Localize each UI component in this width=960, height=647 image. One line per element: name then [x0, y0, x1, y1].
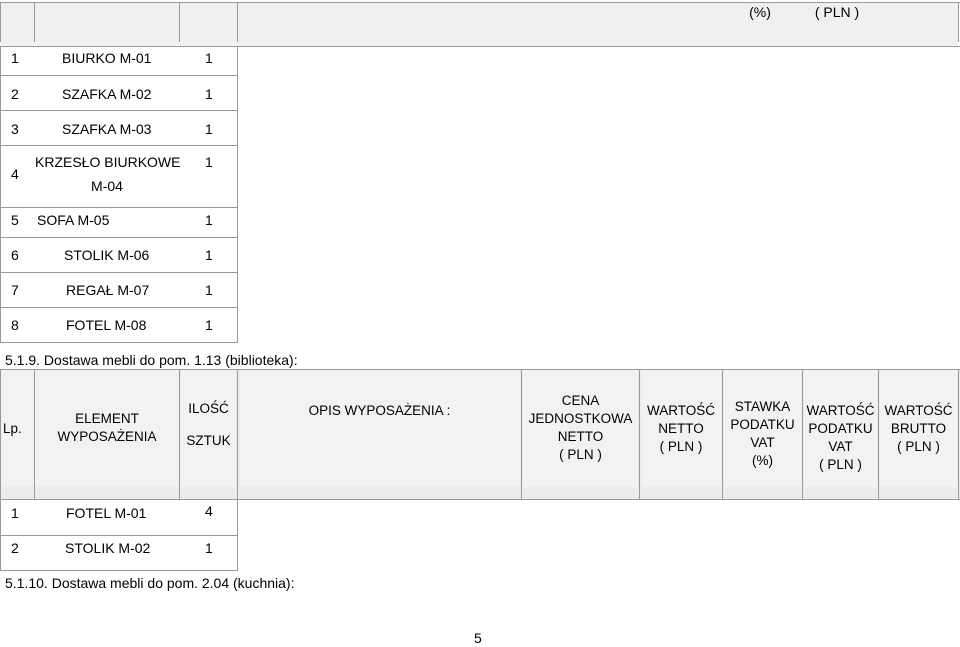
header-vat-rate: STAWKA	[734, 399, 791, 414]
row-qty: 1	[205, 282, 213, 298]
row-lp: 5	[11, 212, 19, 228]
row-qty: 1	[205, 317, 213, 333]
header-vat-value-line2: PODATKU	[808, 421, 873, 436]
row-element: REGAŁ M-07	[66, 282, 150, 298]
row-element: FOTEL M-01	[66, 505, 147, 521]
header-gross-value: WARTOŚĆ	[884, 403, 953, 418]
header-vat-rate-line2: PODATKU	[730, 417, 795, 432]
row-element: STOLIK M-06	[64, 247, 150, 263]
row-lp: 7	[11, 282, 19, 298]
header-lp: Lp.	[3, 421, 22, 436]
row-element-line2: M-04	[91, 178, 123, 194]
row-qty: 1	[205, 154, 213, 170]
page-number: 5	[474, 630, 482, 646]
row-qty: 1	[205, 247, 213, 263]
row-lp: 1	[11, 505, 19, 521]
header-gross-value-line2: BRUTTO	[890, 421, 947, 436]
row-lp: 1	[11, 50, 19, 66]
header-gross-value-unit: ( PLN )	[814, 4, 860, 20]
row-qty: 4	[205, 503, 213, 519]
header-unit-price: CENA	[561, 393, 600, 408]
row-qty: 1	[205, 86, 213, 102]
row-qty: 1	[205, 50, 213, 66]
header-element-line2: WYPOSAŻENIA	[57, 429, 157, 444]
header-vat-rate-line4: (%)	[752, 453, 773, 468]
row-element: FOTEL M-08	[66, 317, 147, 333]
row-element: KRZESŁO BIURKOWE	[35, 154, 181, 170]
header-net-value-line2: NETTO	[658, 421, 704, 436]
header-unit-price-line4: ( PLN )	[559, 447, 602, 462]
row-lp: 8	[11, 317, 19, 333]
header-qty-line2: SZTUK	[186, 433, 231, 448]
header-vat-value-line4: ( PLN )	[819, 457, 862, 472]
row-element: BIURKO M-01	[62, 50, 152, 66]
row-element: STOLIK M-02	[65, 540, 151, 556]
header-qty: ILOŚĆ	[188, 401, 229, 416]
header-vat-rate-unit: (%)	[749, 4, 771, 20]
row-element: SOFA M-05	[37, 212, 110, 228]
header-unit-price-line3: NETTO	[557, 429, 604, 444]
header-element: ELEMENT	[75, 411, 139, 426]
row-qty: 1	[205, 212, 213, 228]
row-qty: 1	[205, 121, 213, 137]
header-unit-price-line2: JEDNOSTKOWA	[528, 411, 633, 426]
row-lp: 4	[11, 166, 19, 182]
header-vat-value-line3: VAT	[828, 439, 853, 454]
section-heading: 5.1.9. Dostawa mebli do pom. 1.13 (biblioteka):	[5, 352, 298, 368]
row-element: SZAFKA M-02	[62, 86, 152, 102]
row-lp: 3	[11, 121, 19, 137]
header-net-value: WARTOŚĆ	[646, 403, 715, 418]
header-net-value-line3: ( PLN )	[659, 439, 703, 454]
row-qty: 1	[205, 540, 213, 556]
row-lp: 2	[11, 540, 19, 556]
section-heading: 5.1.10. Dostawa mebli do pom. 2.04 (kuchnia):	[5, 575, 295, 591]
header-vat-value: WARTOŚĆ	[806, 403, 875, 418]
row-lp: 2	[11, 86, 19, 102]
header-description: OPIS WYPOSAŻENIA :	[308, 403, 451, 418]
row-lp: 6	[11, 247, 19, 263]
row-element: SZAFKA M-03	[62, 121, 152, 137]
header-gross-value-line3: ( PLN )	[897, 439, 940, 454]
header-vat-rate-line3: VAT	[750, 435, 775, 450]
